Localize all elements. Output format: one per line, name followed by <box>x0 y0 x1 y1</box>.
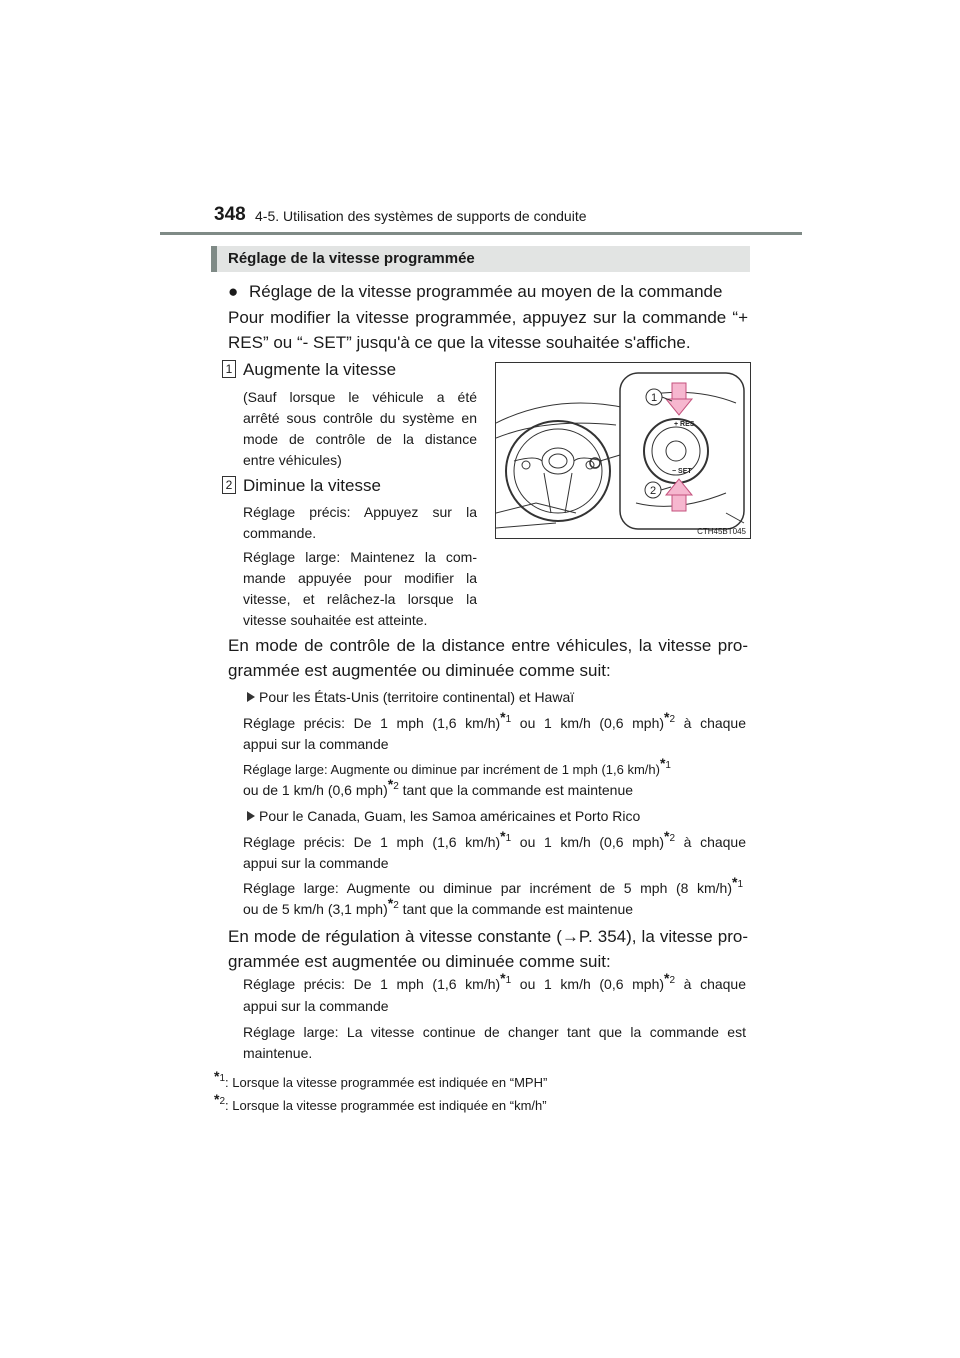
item-detail-line: entre véhicules) <box>243 452 342 468</box>
page-number: 348 <box>214 204 246 225</box>
distance-mode-line-2: grammée est augmentée ou diminuée comme suit: <box>228 661 611 680</box>
distance-mode-line-1: En mode de contrôle de la distance entre véhicules, la vitesse pro- <box>228 636 748 655</box>
header-divider <box>160 232 802 235</box>
intro-line-2: RES” ou “- SET” jusqu'à ce que la vitesse souhaitée s'affiche. <box>228 333 691 352</box>
large-adjust-line: Réglage large: Augmente ou diminue par incrément de 5 mph (8 km/h)$^{*1}$ <box>243 874 743 896</box>
large-adjust-line: maintenue. <box>243 1045 313 1061</box>
fine-adjust-line: appui sur la commande <box>243 855 389 871</box>
steering-wheel-drawing <box>496 363 750 538</box>
item-number-badge: 1 <box>222 360 236 378</box>
large-adjust-line: ou de 5 km/h (3,1 mph)$^{*2}$ tant que la commande est maintenue <box>243 895 634 917</box>
item-detail-line: Réglage précis: Appuyez sur la <box>243 504 477 520</box>
region-heading <box>247 689 574 705</box>
item-detail-line: vitesse souhaitée est atteinte. <box>243 612 428 628</box>
cruise-mode-line-1: En mode de régulation à vitesse constante (→P. 354), la vitesse pro- <box>228 927 748 946</box>
region-label: Pour le Canada, Guam, les Samoa américaines et Porto Rico <box>259 808 641 824</box>
bullet-text: Réglage de la vitesse programmée au moyen de la commande <box>249 282 723 301</box>
footnote: $^{*2}$: Lorsque la vitesse programmée est indiquée en “km/h” <box>214 1091 547 1113</box>
section-title: Réglage de la vitesse programmée <box>228 250 475 267</box>
callout-label: 2 <box>650 485 657 497</box>
item-title: Augmente la vitesse <box>243 360 397 379</box>
fine-adjust-line: Réglage précis: De 1 mph (1,6 km/h)$^{*1}$ ou 1 km/h (0,6 mph)$^{*2}$ à chaque <box>243 970 747 992</box>
set-label: − SET <box>672 468 692 475</box>
region-label: Pour les États-Unis (territoire continental) et Hawaï <box>259 689 575 705</box>
intro-line-1: Pour modifier la vitesse programmée, appuyez sur la commande “+ <box>228 308 748 327</box>
large-adjust-line: Réglage large: La vitesse continue de changer tant que la commande est <box>243 1024 746 1040</box>
triangle-bullet-icon <box>247 692 255 702</box>
item-title: Diminue la vitesse <box>243 476 381 495</box>
item-number-badge: 2 <box>222 476 236 494</box>
cruise-mode-line-2: grammée est augmentée ou diminuée comme suit: <box>228 952 611 971</box>
item-detail-line: arrêté sous contrôle du système en <box>243 410 477 426</box>
callout-label: 1 <box>651 392 658 404</box>
fine-adjust-line: Réglage précis: De 1 mph (1,6 km/h)$^{*1}$ ou 1 km/h (0,6 mph)$^{*2}$ à chaque <box>243 828 747 850</box>
item-detail-line: mande appuyée pour modifier la <box>243 570 477 586</box>
bullet-heading <box>228 282 722 302</box>
steering-switch-illustration <box>495 362 751 539</box>
item-detail-line: vitesse, et relâchez-la lorsque la <box>243 591 477 607</box>
res-label: + RES <box>674 421 695 428</box>
fine-adjust-line: appui sur la commande <box>243 998 389 1014</box>
item-detail-line: (Sauf lorsque le véhicule a été <box>243 389 477 405</box>
item-detail-line: commande. <box>243 525 317 541</box>
item-detail-line: Réglage large: Maintenez la com- <box>243 549 477 565</box>
footnote: $^{*1}$: Lorsque la vitesse programmée est indiquée en “MPH” <box>214 1068 548 1090</box>
large-adjust-line: ou de 1 km/h (0,6 mph)$^{*2}$ tant que la commande est maintenue <box>243 776 634 798</box>
fine-adjust-line: appui sur la commande <box>243 736 389 752</box>
figure-code: CTH45BT045 <box>697 527 746 536</box>
large-adjust-line: Réglage large: Augmente ou diminue par incrément de 1 mph (1,6 km/h)$^{*1}$ <box>243 755 671 777</box>
section-accent <box>211 246 217 272</box>
region-heading <box>247 808 640 824</box>
triangle-bullet-icon <box>247 811 255 821</box>
fine-adjust-line: Réglage précis: De 1 mph (1,6 km/h)$^{*1}$ ou 1 km/h (0,6 mph)$^{*2}$ à chaque <box>243 709 747 731</box>
chapter-title: 4-5. Utilisation des systèmes de supports de conduite <box>255 208 587 224</box>
section-heading-bar <box>211 246 750 272</box>
item-detail-line: mode de contrôle de la distance <box>243 431 477 447</box>
bullet-icon: ● <box>228 282 239 301</box>
